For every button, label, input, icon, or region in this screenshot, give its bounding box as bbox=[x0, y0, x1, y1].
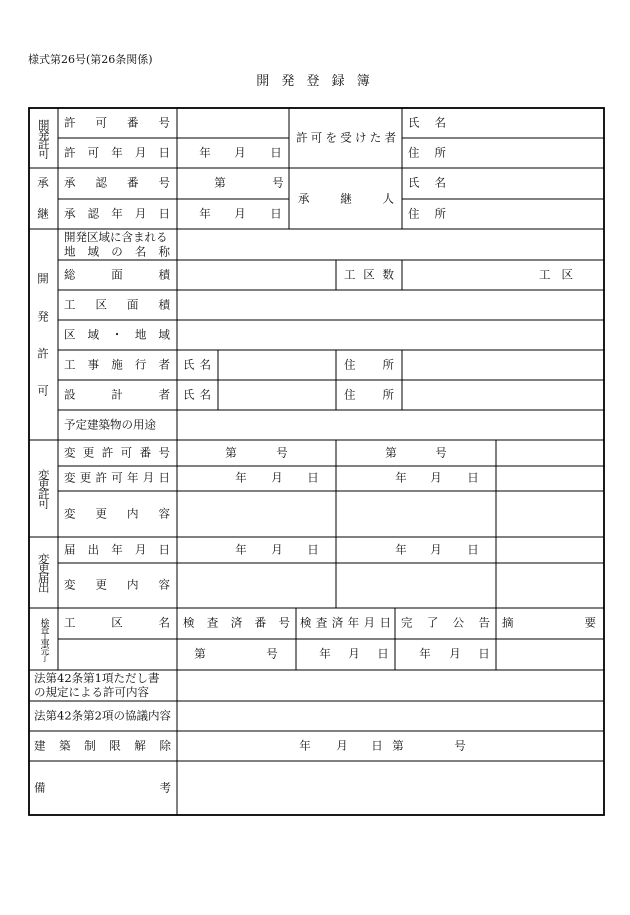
label-shimei-3: 氏 名 bbox=[183, 357, 211, 372]
label-kensazumi-bango: 検 査 済 番 号 bbox=[183, 615, 290, 630]
label-kensazumi-nengappi: 検 査 済 年 月 日 bbox=[300, 615, 391, 630]
num-dai: 第 bbox=[214, 175, 226, 190]
label-shimei-4: 氏 名 bbox=[183, 387, 211, 402]
date-hi: 日 bbox=[307, 470, 319, 485]
date-nen: 年 bbox=[199, 145, 211, 160]
label-shimei-1: 氏 名 bbox=[408, 115, 446, 130]
label-shonin-nengappi: 承 認 年 月 日 bbox=[64, 206, 170, 221]
date-hi: 日 bbox=[377, 646, 389, 661]
label-jusho-3: 住 所 bbox=[344, 357, 394, 372]
date-tsuki: 月 bbox=[336, 738, 348, 753]
label-kensa-koji: 検査工事完了 bbox=[38, 618, 49, 660]
label-kuiki-chiiki: 区 域 ・ 地 域 bbox=[64, 327, 170, 342]
num-dai: 第 bbox=[392, 738, 404, 753]
date-tsuki: 月 bbox=[430, 542, 442, 557]
label-kyoka-bango: 許 可 番 号 bbox=[64, 115, 170, 130]
date-nen: 年 bbox=[299, 738, 311, 753]
label-sho: 承 bbox=[37, 175, 49, 190]
label-kuiki-line2: 地 域 の 名 称 bbox=[64, 244, 170, 259]
num-go: 号 bbox=[272, 175, 284, 190]
label-kei: 継 bbox=[37, 206, 49, 221]
label-kyo: 許 bbox=[37, 346, 49, 361]
label-hatsu: 発 bbox=[37, 309, 49, 324]
label-henko-kyoka-nengappi: 変 更 許 可 年 月 日 bbox=[64, 470, 170, 485]
num-go: 号 bbox=[454, 738, 466, 753]
num-dai: 第 bbox=[385, 445, 397, 460]
form-number: 様式第26号(第26条関係) bbox=[28, 53, 153, 66]
num-go: 号 bbox=[435, 445, 447, 460]
date-tsuki: 月 bbox=[449, 646, 461, 661]
label-sekkeisha: 設 計 者 bbox=[64, 387, 170, 402]
date-nen: 年 bbox=[199, 206, 211, 221]
date-tsuki: 月 bbox=[234, 145, 246, 160]
label-ka: 可 bbox=[37, 383, 49, 398]
date-nen: 年 bbox=[235, 542, 247, 557]
date-nen: 年 bbox=[419, 646, 431, 661]
label-koku: 工 区 bbox=[539, 267, 573, 282]
label-jusho-2: 住 所 bbox=[408, 206, 446, 221]
label-kenchiku-seigen: 建 築 制 限 解 除 bbox=[34, 738, 171, 753]
num-go: 号 bbox=[266, 646, 278, 661]
label-somenseki: 総 面 積 bbox=[64, 267, 170, 282]
label-yotei-yoto: 予定建築物の用途 bbox=[64, 417, 156, 432]
label-henko-naiyo-2: 変 更 内 容 bbox=[64, 577, 170, 592]
label-kyoka-nengappi: 許 可 年 月 日 bbox=[64, 145, 170, 160]
label-shokeinin: 承 継 人 bbox=[298, 191, 394, 206]
label-art42-1-line2: の規定による許可内容 bbox=[34, 685, 149, 699]
label-kyoka-uketa: 許 可 を 受 け た 者 bbox=[296, 130, 396, 145]
num-dai: 第 bbox=[194, 646, 206, 661]
label-art42-1-line1: 法第42条第1項ただし書 bbox=[34, 671, 160, 685]
label-shonin-bango: 承 認 番 号 bbox=[64, 175, 170, 190]
label-kanryo-koukoku: 完 了 公 告 bbox=[401, 615, 490, 630]
label-jusho-1: 住 所 bbox=[408, 145, 446, 160]
num-dai: 第 bbox=[225, 445, 237, 460]
date-nen: 年 bbox=[235, 470, 247, 485]
date-nen: 年 bbox=[319, 646, 331, 661]
label-todokede-nengappi: 届 出 年 月 日 bbox=[64, 542, 170, 557]
label-biko: 備 考 bbox=[34, 780, 171, 795]
date-hi: 日 bbox=[270, 206, 282, 221]
label-koku-menseki: 工 区 面 積 bbox=[64, 297, 170, 312]
date-hi: 日 bbox=[467, 470, 479, 485]
label-kuiki-line1: 開発区域に含まれる bbox=[64, 230, 168, 244]
date-hi: 日 bbox=[371, 738, 383, 753]
label-tekiyo: 摘 要 bbox=[502, 615, 596, 630]
date-hi: 日 bbox=[467, 542, 479, 557]
date-tsuki: 月 bbox=[234, 206, 246, 221]
date-hi: 日 bbox=[478, 646, 490, 661]
date-tsuki: 月 bbox=[348, 646, 360, 661]
label-shimei-2: 氏 名 bbox=[408, 175, 446, 190]
form-title: 開 発 登 録 簿 bbox=[256, 74, 374, 89]
date-tsuki: 月 bbox=[430, 470, 442, 485]
label-henko-kyoka: 変更許可 bbox=[36, 469, 51, 507]
label-kaihatsu-kyoka: 開発許可 bbox=[36, 119, 51, 157]
date-tsuki: 月 bbox=[271, 542, 283, 557]
date-hi: 日 bbox=[307, 542, 319, 557]
date-tsuki: 月 bbox=[271, 470, 283, 485]
label-kokusu: 工 区 数 bbox=[344, 267, 394, 282]
date-nen: 年 bbox=[395, 470, 407, 485]
label-henko-todokede: 変更届出 bbox=[36, 553, 51, 591]
label-art42-2: 法第42条第2項の協議内容 bbox=[34, 708, 171, 723]
label-jusho-4: 住 所 bbox=[344, 387, 394, 402]
date-nen: 年 bbox=[395, 542, 407, 557]
label-kai: 開 bbox=[37, 271, 49, 286]
num-go: 号 bbox=[276, 445, 288, 460]
date-hi: 日 bbox=[270, 145, 282, 160]
label-henko-naiyo-1: 変 更 内 容 bbox=[64, 506, 170, 521]
label-koji-shikosha: 工 事 施 行 者 bbox=[64, 357, 170, 372]
label-henko-kyoka-bango: 変 更 許 可 番 号 bbox=[64, 445, 170, 460]
label-koku-mei: 工 区 名 bbox=[64, 615, 170, 630]
